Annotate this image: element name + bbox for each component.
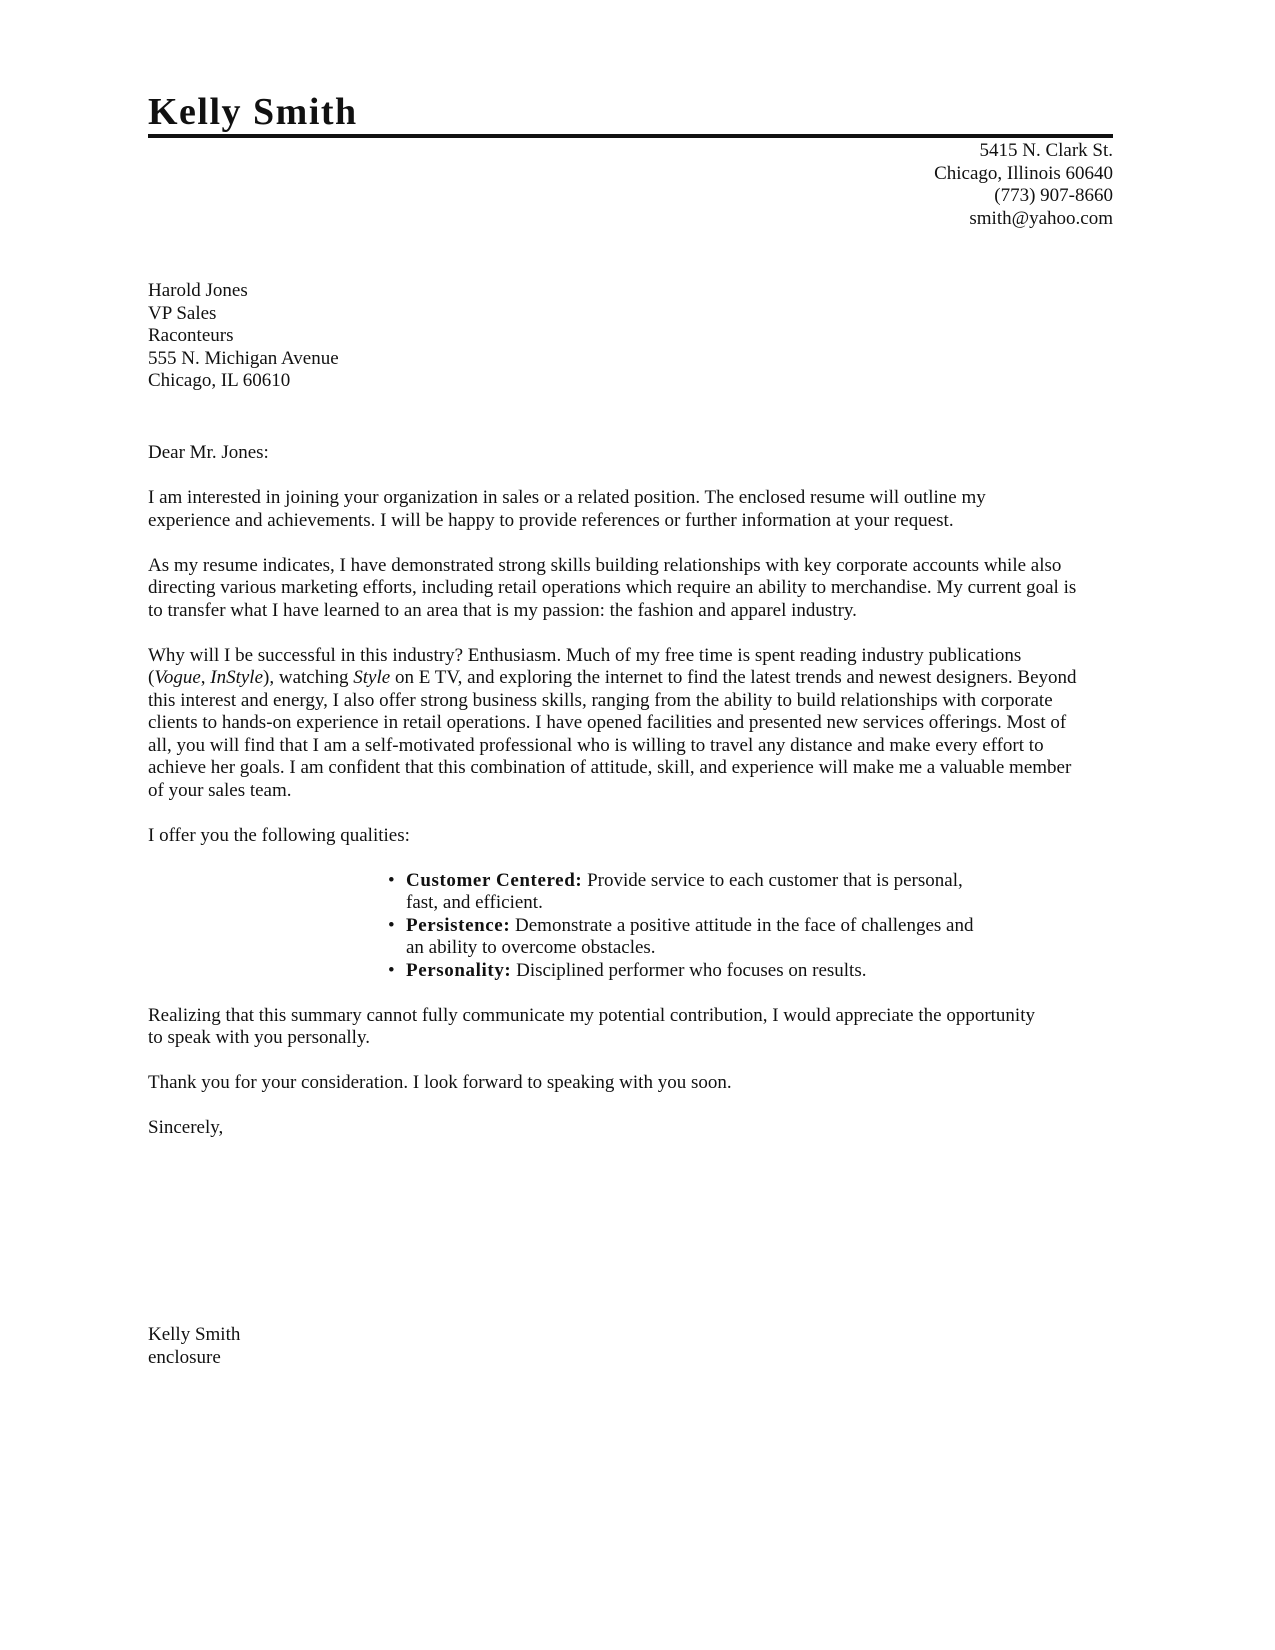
quality-text: Disciplined performer who focuses on results. bbox=[511, 959, 867, 981]
list-item bbox=[388, 915, 986, 960]
closing: Sincerely, bbox=[148, 1117, 224, 1138]
recipient-title: VP Sales bbox=[148, 302, 217, 324]
signature-block bbox=[148, 1324, 240, 1369]
sender-name-heading: Kelly Smith bbox=[148, 91, 358, 133]
enthusiasm-text-b: ), watching bbox=[263, 667, 354, 688]
quality-text: Demonstrate a positive attitude in the face of challenges and an ability to overcome obstacles. bbox=[406, 914, 974, 958]
paragraph-enthusiasm bbox=[148, 645, 1083, 803]
recipient-address-block bbox=[148, 280, 339, 393]
list-item bbox=[388, 960, 986, 983]
style-title: Style bbox=[353, 667, 391, 688]
header-rule bbox=[148, 134, 1113, 138]
quality-title: Customer Centered: bbox=[406, 869, 583, 891]
sender-email: smith@yahoo.com bbox=[969, 207, 1113, 229]
salutation: Dear Mr. Jones: bbox=[148, 442, 269, 463]
paragraph-qualities-intro: I offer you the following qualities: bbox=[148, 824, 410, 846]
quality-title: Persistence: bbox=[406, 914, 511, 936]
enclosure-note: enclosure bbox=[148, 1346, 221, 1368]
recipient-company: Raconteurs bbox=[148, 325, 234, 346]
title-separator: , bbox=[200, 667, 211, 688]
paragraph-experience: As my resume indicates, I have demonstrated strong skills building relationships with key corporate accounts while also directing various marketing efforts, including retail operations which require an ability to merchandise. My current goal is to transfer what I have learned to an area that is my passion: the fashion and apparel industry. bbox=[148, 554, 1077, 621]
recipient-city: Chicago, IL 60610 bbox=[148, 370, 291, 391]
recipient-name: Harold Jones bbox=[148, 280, 248, 301]
signature-name: Kelly Smith bbox=[148, 1324, 241, 1345]
vogue-title: Vogue bbox=[154, 667, 201, 688]
sender-address-block bbox=[934, 140, 1113, 230]
quality-title: Personality: bbox=[406, 959, 512, 981]
letter-body bbox=[148, 442, 1128, 1162]
qualities-list bbox=[148, 870, 1128, 983]
bullet-icon: • bbox=[388, 869, 395, 891]
instyle-title: InStyle bbox=[210, 667, 264, 688]
paragraph-thanks: Thank you for your consideration. I look forward to speaking with you soon. bbox=[148, 1072, 732, 1093]
enthusiasm-text-a: Why will I be successful in this industry? Enthusiasm. Much of my free time is spent reading industry publications ( bbox=[148, 644, 1022, 688]
enthusiasm-text-c: on E TV, and exploring the internet to find the latest trends and newest designers. Beyond this interest and energy, I also offer strong business skills, ranging from the ability to build relationships with corporate clients to hands-on experience in retail operations. I have opened facilities and presented new services offerings. Most of all, you will find that I am a self-motivated professional who is willing to travel any distance and make every effort to achieve her goals. I am confident that this combination of attitude, skill, and experience will make me a valuable member of your sales team. bbox=[148, 667, 1077, 801]
sender-city: Chicago, Illinois 60640 bbox=[934, 162, 1113, 184]
list-item bbox=[388, 870, 986, 915]
bullet-icon: • bbox=[388, 959, 395, 981]
bullet-icon: • bbox=[388, 914, 395, 936]
recipient-street: 555 N. Michigan Avenue bbox=[148, 347, 339, 369]
paragraph-intro: I am interested in joining your organization in sales or a related position. The enclosed resume will outline my experience and achievements. I will be happy to provide references or further information at your request. bbox=[148, 487, 986, 531]
sender-phone: (773) 907-8660 bbox=[994, 185, 1113, 206]
quality-text: Provide service to each customer that is personal, fast, and efficient. bbox=[406, 869, 963, 913]
sender-street: 5415 N. Clark St. bbox=[979, 140, 1113, 161]
paragraph-summary: Realizing that this summary cannot fully communicate my potential contribution, I would appreciate the opportunity to speak with you personally. bbox=[148, 1004, 1035, 1048]
